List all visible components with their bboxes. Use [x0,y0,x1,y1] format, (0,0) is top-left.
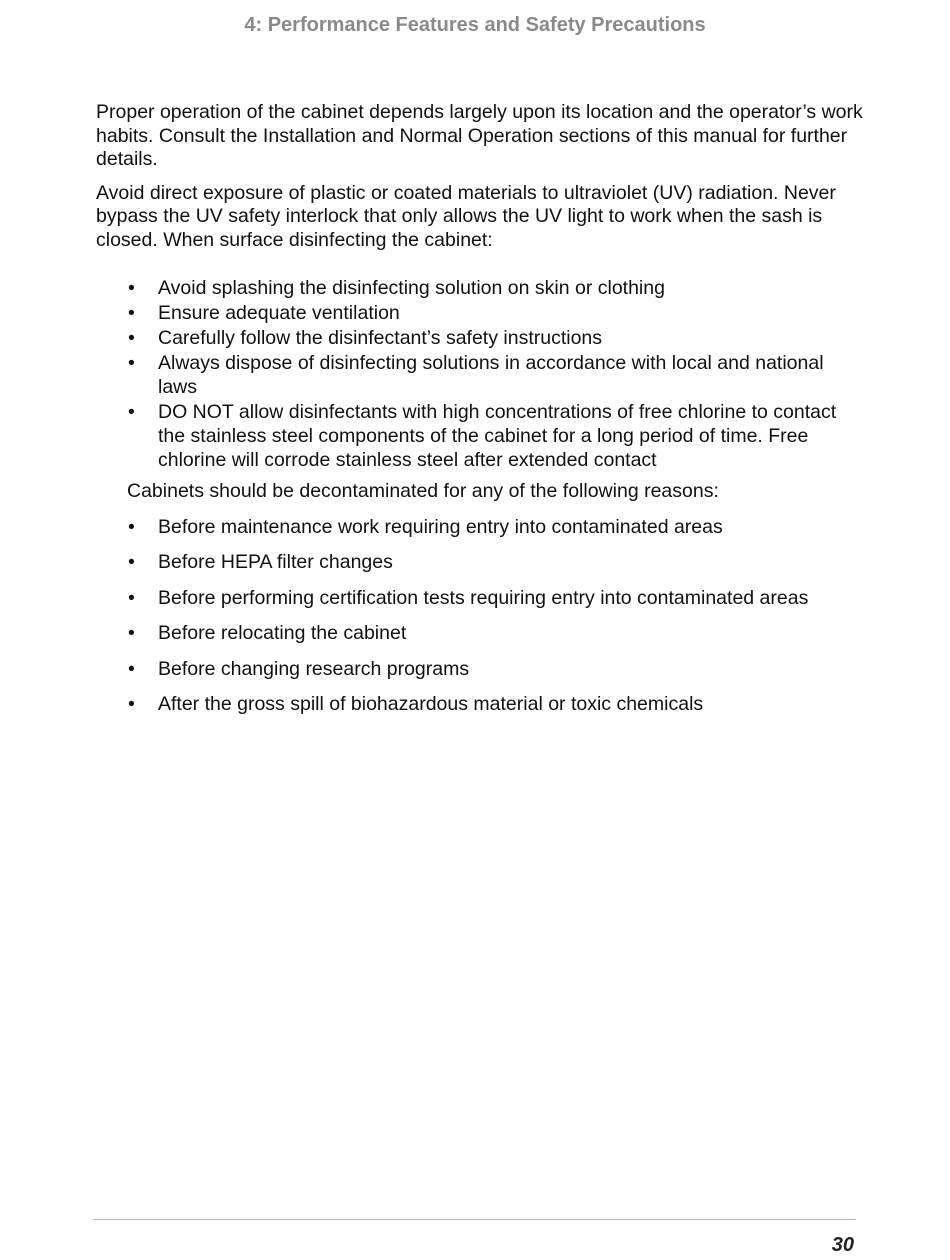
list-item-text: DO NOT allow disinfectants with high concentrations of free chlorine to contact the stainless steel components of the cabinet for a long period of time. Free chlorine will corrode stainless steel after extended contact [158,401,837,471]
bullet-icon: • [128,515,135,538]
list-item-text: Before maintenance work requiring entry into contaminated areas [158,515,723,538]
list-item [96,515,896,551]
list-item [96,276,866,300]
bullet-icon: • [128,277,135,299]
list-item [96,657,896,693]
list-item-text: Before relocating the cabinet [158,622,407,644]
list-item [96,400,866,472]
disinfecting-precautions-list [96,276,866,472]
bullet-icon: • [128,693,135,715]
list-item-text: Before HEPA filter changes [158,551,393,573]
intro-paragraph: Proper operation of the cabinet depends largely upon its location and the operator’s work habits. Consult the Installation and Normal Operation sections of this manual for further details. [96,101,863,170]
bullet-icon: • [128,657,135,680]
list-item-text: Before performing certification tests requiring entry into contaminated areas [158,586,809,609]
list-item [96,301,866,325]
list-item [96,586,896,622]
list-item-text: Always dispose of disinfecting solutions in accordance with local and national laws [158,352,824,398]
list-item-text: Avoid splashing the disinfecting solution on skin or clothing [158,277,665,299]
list-item [96,550,896,586]
list-item-text: Ensure adequate ventilation [158,302,400,324]
list-item-text: Carefully follow the disinfectant’s safety instructions [158,327,603,349]
bullet-icon: • [128,586,135,609]
decontamination-reasons-list [96,515,896,728]
footer-divider [93,1219,856,1220]
bullet-icon: • [128,622,135,644]
uv-paragraph: Avoid direct exposure of plastic or coated materials to ultraviolet (UV) radiation. Never bypass the UV safety interlock that only allows the UV light to work when the sash is closed. When surface disinfecting the cabinet: [96,181,836,251]
bullet-icon: • [128,352,135,374]
bullet-icon: • [128,302,135,324]
page-header-title: 4: Performance Features and Safety Precautions [244,14,706,36]
list-item-text: After the gross spill of biohazardous material or toxic chemicals [158,693,704,715]
bullet-icon: • [128,551,135,573]
decontamination-intro: Cabinets should be decontaminated for any of the following reasons: [127,480,719,502]
list-item [96,326,866,350]
list-item-text: Before changing research programs [158,657,470,680]
main-content [96,101,866,728]
bullet-icon: • [128,401,135,423]
bullet-icon: • [128,327,135,349]
list-item [96,692,896,728]
list-item [96,621,896,657]
page-number: 30 [831,1234,854,1256]
list-item [96,351,866,399]
